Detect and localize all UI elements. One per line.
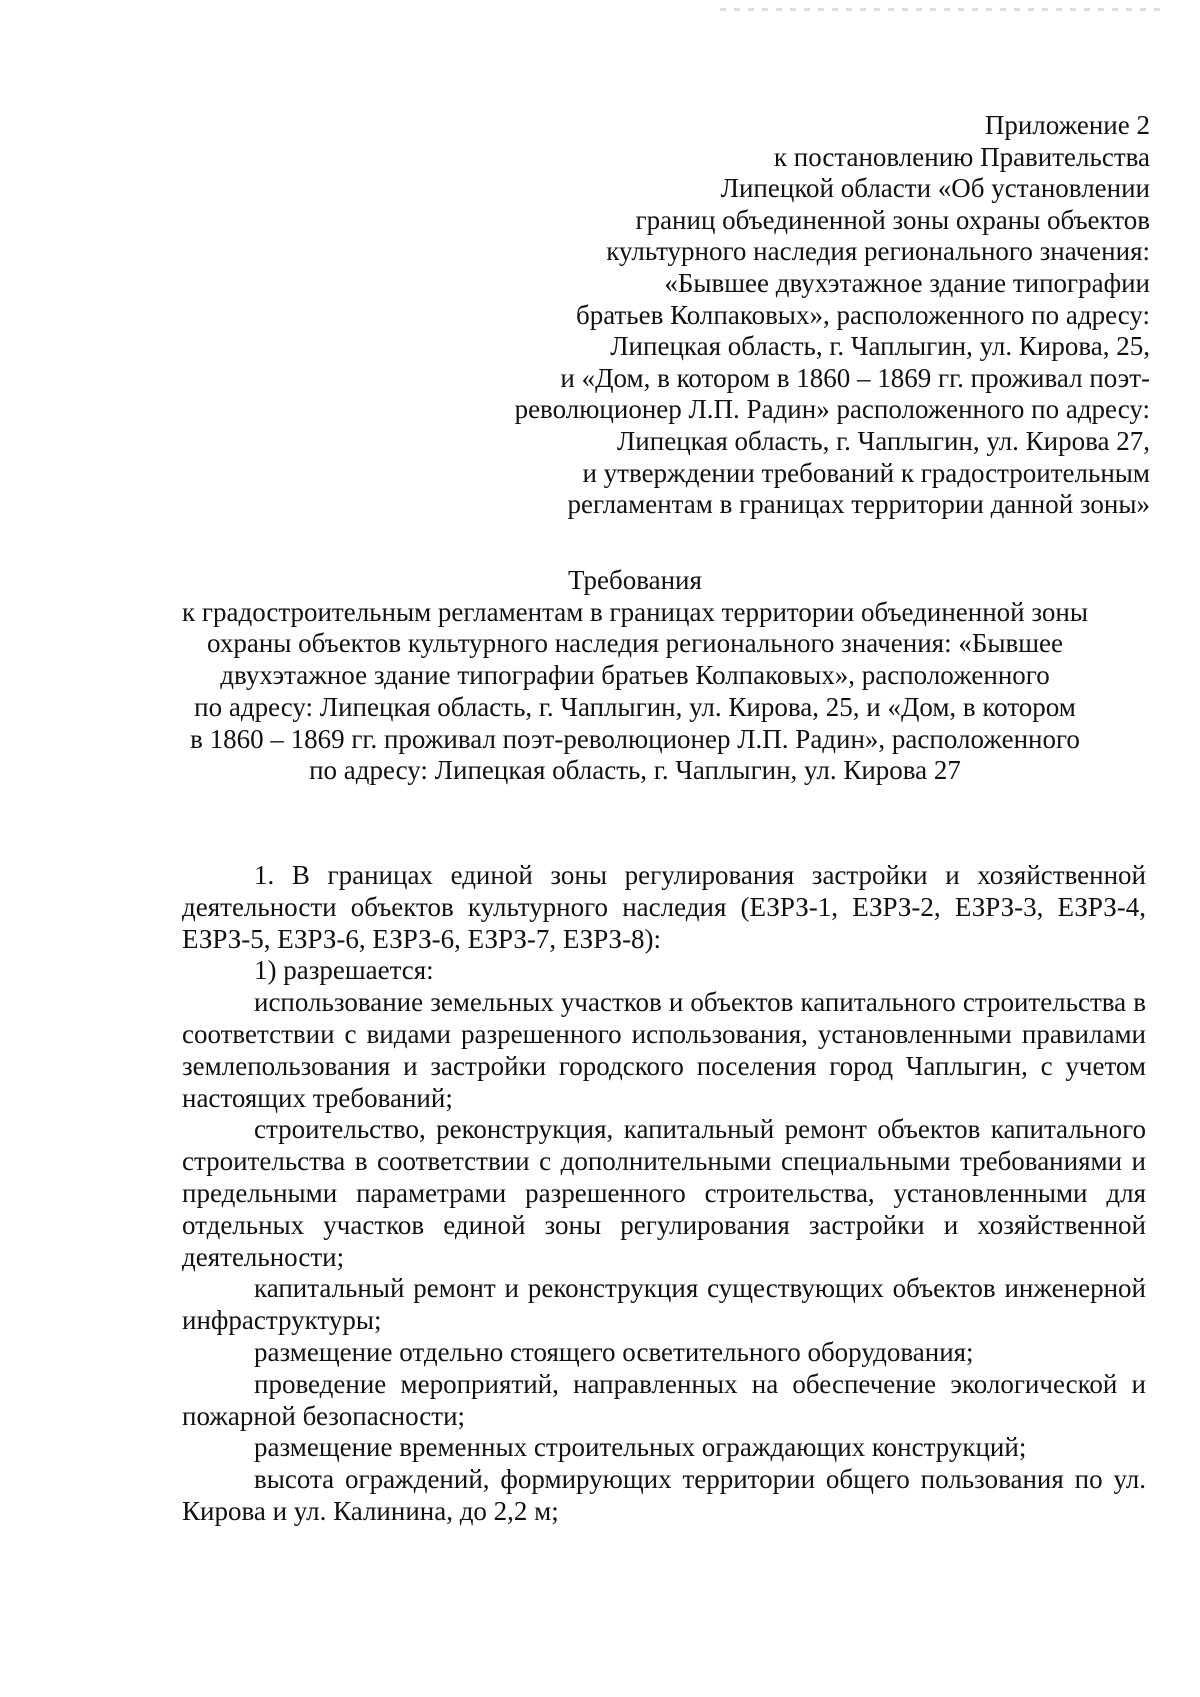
appendix-line: границ объединенной зоны охраны объектов xyxy=(635,204,1150,235)
appendix-line: регламентам в границах территории данной зоны» xyxy=(567,489,1150,520)
heading-line: к градостроительным регламентам в границах территории объединенной зоны xyxy=(182,596,1088,627)
document-body xyxy=(182,860,1146,1528)
heading-line: двухэтажное здание типографии братьев Колпаковых», расположенного xyxy=(220,660,1050,691)
appendix-line: Приложение 2 xyxy=(984,110,1150,140)
body-paragraph: строительство, реконструкция, капитальный ремонт объектов капитального строительства в соответствии с дополнительными специальными требованиями и предельными параметрами разрешенного строительства, установленными для отдельных участков единой зоны регулирования застройки и хозяйственной деятельности; xyxy=(182,1114,1146,1272)
appendix-header xyxy=(430,110,1150,521)
scan-artifact xyxy=(720,8,1160,11)
heading-line: охраны объектов культурного наследия регионального значения: «Бывшее xyxy=(207,628,1063,659)
body-paragraph: размещение временных строительных ограждающих конструкций; xyxy=(254,1432,1027,1463)
appendix-line: Липецкой области «Об установлении xyxy=(720,173,1150,204)
heading-title: Требования xyxy=(568,565,702,595)
body-paragraph: высота ограждений, формирующих территории общего пользования по ул. Кирова и ул. Калинина, до 2,2 м; xyxy=(182,1464,1146,1526)
body-paragraph: капитальный ремонт и реконструкция существующих объектов инженерной инфраструктуры; xyxy=(182,1273,1146,1336)
body-paragraph: 1) разрешается: xyxy=(254,955,434,986)
appendix-line: культурного наследия регионального значения: xyxy=(606,236,1150,267)
body-paragraph: размещение отдельно стоящего осветительного оборудования; xyxy=(254,1336,974,1367)
body-paragraph: 1. В границах единой зоны регулирования застройки и хозяйственной деятельности объектов культурного наследия (ЕЗРЗ-1, ЕЗРЗ-2, ЕЗРЗ-3, ЕЗРЗ-4, ЕЗРЗ-5, ЕЗРЗ-6, ЕЗРЗ-6, ЕЗРЗ-7, ЕЗРЗ-8): xyxy=(182,860,1146,954)
appendix-line: к постановлению Правительства xyxy=(773,141,1150,172)
heading-line: в 1860 – 1869 гг. проживал поэт-революционер Л.П. Радин», расположенного xyxy=(190,723,1080,754)
body-paragraph: проведение мероприятий, направленных на обеспечение экологической и пожарной безопасности; xyxy=(182,1368,1146,1431)
appendix-line: братьев Колпаковых», расположенного по адресу: xyxy=(575,299,1150,330)
heading-line: по адресу: Липецкая область, г. Чаплыгин, ул. Кирова, 25, и «Дом, в котором xyxy=(194,691,1076,722)
heading-line: по адресу: Липецкая область, г. Чаплыгин, ул. Кирова 27 xyxy=(309,755,961,786)
body-paragraph: использование земельных участков и объектов капитального строительства в соответствии с видами разрешенного использования, установленными правилами землепользования и застройки городского поселения город Чаплыгин, с учетом настоящих требований; xyxy=(182,987,1146,1113)
appendix-line: «Бывшее двухэтажное здание типографии xyxy=(664,267,1150,298)
appendix-line: и «Дом, в котором в 1860 – 1869 гг. проживал поэт- xyxy=(560,362,1150,393)
appendix-line: и утверждении требований к градостроительным xyxy=(582,457,1150,488)
document-heading xyxy=(120,565,1150,787)
appendix-line: Липецкая область, г. Чаплыгин, ул. Кирова, 25, xyxy=(610,331,1150,362)
appendix-line: революционер Л.П. Радин» расположенного по адресу: xyxy=(514,394,1150,425)
appendix-line: Липецкая область, г. Чаплыгин, ул. Кирова 27, xyxy=(617,425,1150,456)
